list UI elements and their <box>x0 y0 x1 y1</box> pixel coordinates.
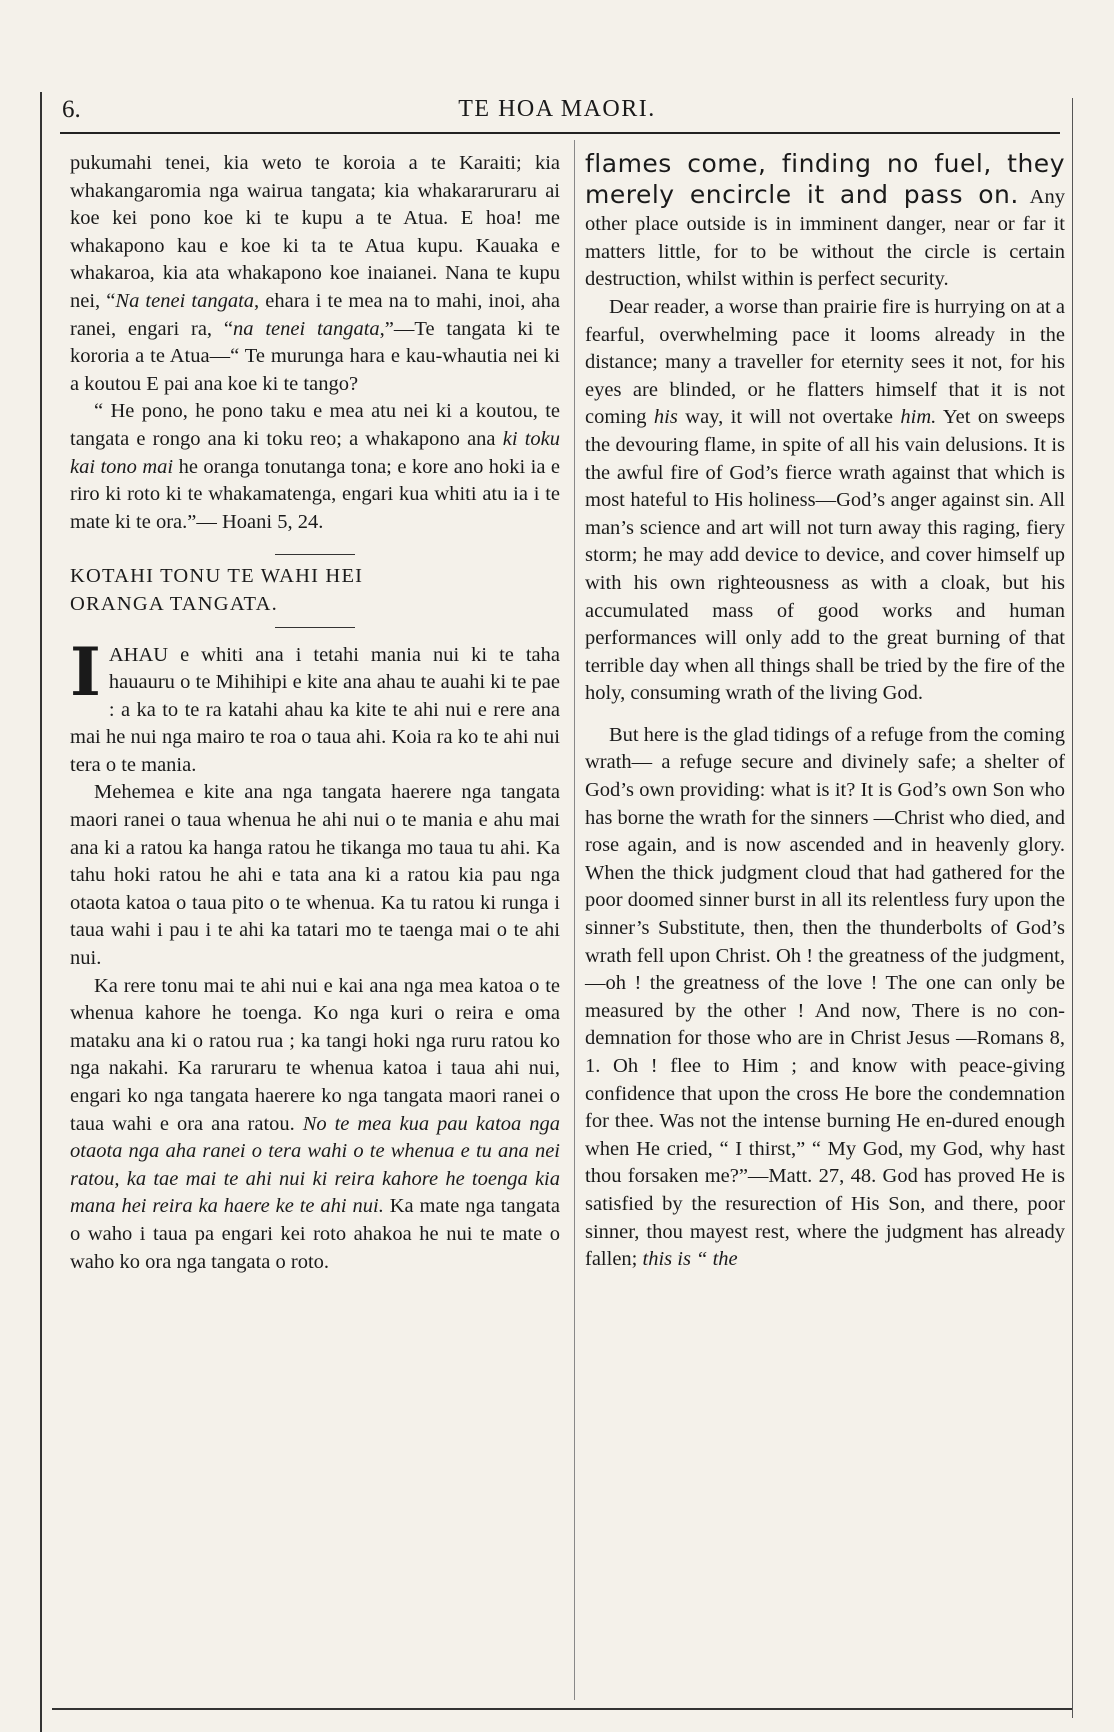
article-heading-line-1: KOTAHI TONU TE WAHI HEI <box>70 565 364 588</box>
right-border-line <box>1072 98 1073 1718</box>
paragraph: pukumahi tenei, kia weto te koroia a te Karaiti; kia whakangaromia nga wairua tangata; kia whakararuraru ai koe kei pono koe ki te kupu a te Atua. E hoa! me whakapono kau e koe ki ta te Atua kupu. Kauaka e whakaroa, kia ata whakapono koe inaianei. Nana te kupu nei, “Na tenei tangata, ehara i te mea na to mahi, inoi, aha ranei, engari ra, “na tenei tangata,”—Te tangata ki te kororia a te Atua—“ Te murunga hara e kau-whautia nei ki a koutou E pai ana koe ki te tango? <box>70 152 560 395</box>
paragraph: flames come, finding no fuel, they merely encircle it and pass on. Any other place outside is in imminent danger, near or far it matters little, for to be without the circle is certain destruction, whilst within is perfect security. <box>585 149 1065 291</box>
header-rule <box>60 132 1060 134</box>
paragraph: IAHAU e whiti ana i tetahi mania nui ki te taha hauauru o te Mihihipi e kite ana ahau te auahi ki te pae : a ka to te ra katahi ahau ka kite te ahi nui e rere ana mai he nui nga mairo te roa o taua ahi. Koia ra ko te ahi nui tera o te mania. <box>70 632 560 776</box>
bottom-rule <box>52 1708 1072 1710</box>
page-number: 6. <box>62 96 81 123</box>
paragraph: Mehemea e kite ana nga tangata haerere nga tangata maori ranei o taua whenua he ahi nui o te mania e ahu mai ana ki a ratou ka hanga ratou he tikanga mo taua tu ahi. Ka tahu hoki ratou he ahi e tata ana ki a ratou kia pau nga otaota katoa o taua pito o te whenua. Ka tu ratou ki runga i taua wahi i pau i te ahi ka tatari mo te taenga mai o te ahi nui. <box>70 781 560 970</box>
section-divider <box>275 554 355 555</box>
paragraph: But here is the glad tidings of a refuge from the coming wrath— a refuge secure and divinely safe; a shelter of God’s own providing: what is it? It is God’s own Son who has borne the wrath for the sinners —Christ who died, and rose again, and is now ascended and in heavenly glory. When the thick judgment cloud that had gathered for the poor doomed sinner burst in all its relentless fury upon the sinner’s Substitute, then, then the thunderbolts of God’s wrath fell upon Christ. Oh ! the greatness of the judgment,—oh ! the greatness of the love ! The one can only be measured by the other ! And now, There is no con-demnation for those who are in Christ Jesus —Romans 8, 1. Oh ! flee to Him ; and know with peace-giving confidence that upon the cross He bore the condemnation for thee. Was not the intense burning He en-dured enough when He cried, “ I thirst,” “ My God, my God, why hast thou forsaken me?”—Matt. 27, 48. God has proved He is satisfied by the resurection of His Son, and there, poor sinner, thou mayest rest, where the judgment has already fallen; this is “ the <box>585 723 1066 1271</box>
running-title: TE HOA MAORI. <box>458 96 656 122</box>
left-column <box>70 150 560 1276</box>
column-divider <box>574 140 575 1700</box>
article-heading-line-2: ORANGA TANGATA. <box>70 592 278 615</box>
drop-cap: I <box>70 632 101 711</box>
paragraph: Ka rere tonu mai te ahi nui e kai ana nga mea katoa o te whenua kahore he toenga. Ko nga kuri o reira e oma mataku ana ki o ratou rua ; ka tangi hoki nga ruru ratou ko nga nakahi. Ka raruraru te whenua katoa i taua ahi nui, engari ko nga tangata haerere ko nga tangata maori ranei o taua wahi e ora ana ratou. No te mea kua pau katoa nga otaota nga aha ranei o tera wahi o te whenua e tu ana nei ratou, ka tae mai te ahi nui ki reira kahore he toenga kia mana hei reira ka haere ke te ahi nui. Ka mate nga tangata o waho i taua pa engari kei roto ahakoa he nui te mate o waho ko ora nga tangata o roto. <box>70 974 560 1273</box>
paragraph: “ He pono, he pono taku e mea atu nei ki a koutou, te tangata e rongo ana ki toku reo; a whakapono ana ki toku kai tono mai he oranga tonutanga tona; e kore ano hoki ia e riro ki roto ki te whakamatenga, engari kua whiti atu ia i te mate ki te ora.”— Hoani 5, 24. <box>70 400 560 533</box>
page-header <box>52 92 1062 128</box>
section-divider <box>275 627 355 628</box>
right-column <box>585 150 1065 1274</box>
paragraph: Dear reader, a worse than prairie fire is hurrying on at a fearful, overwhelming pace it looms already in the distance; many a traveller for eternity sees it not, for his eyes are blinded, or he flatters himself that it is not coming his way, it will not overtake him. Yet on sweeps the devouring flame, in spite of all his vain delusions. It is the awful fire of God’s fierce wrath against that which is most hateful to His holiness—God’s anger against sin. All man’s science and art will not turn away this raging, fiery storm; he may add device to device, and cover himself up with his own righteousness as with a cloak, but his accumulated mass of good works and human performances will only add to the great burning of that terrible day when all things shall be tried by the fire of the holy, consuming wrath of the living God. <box>585 295 1066 705</box>
lead-text: flames come, finding no fuel, they merely encircle it and pass on. <box>585 149 1065 209</box>
left-border-line <box>40 92 42 1732</box>
